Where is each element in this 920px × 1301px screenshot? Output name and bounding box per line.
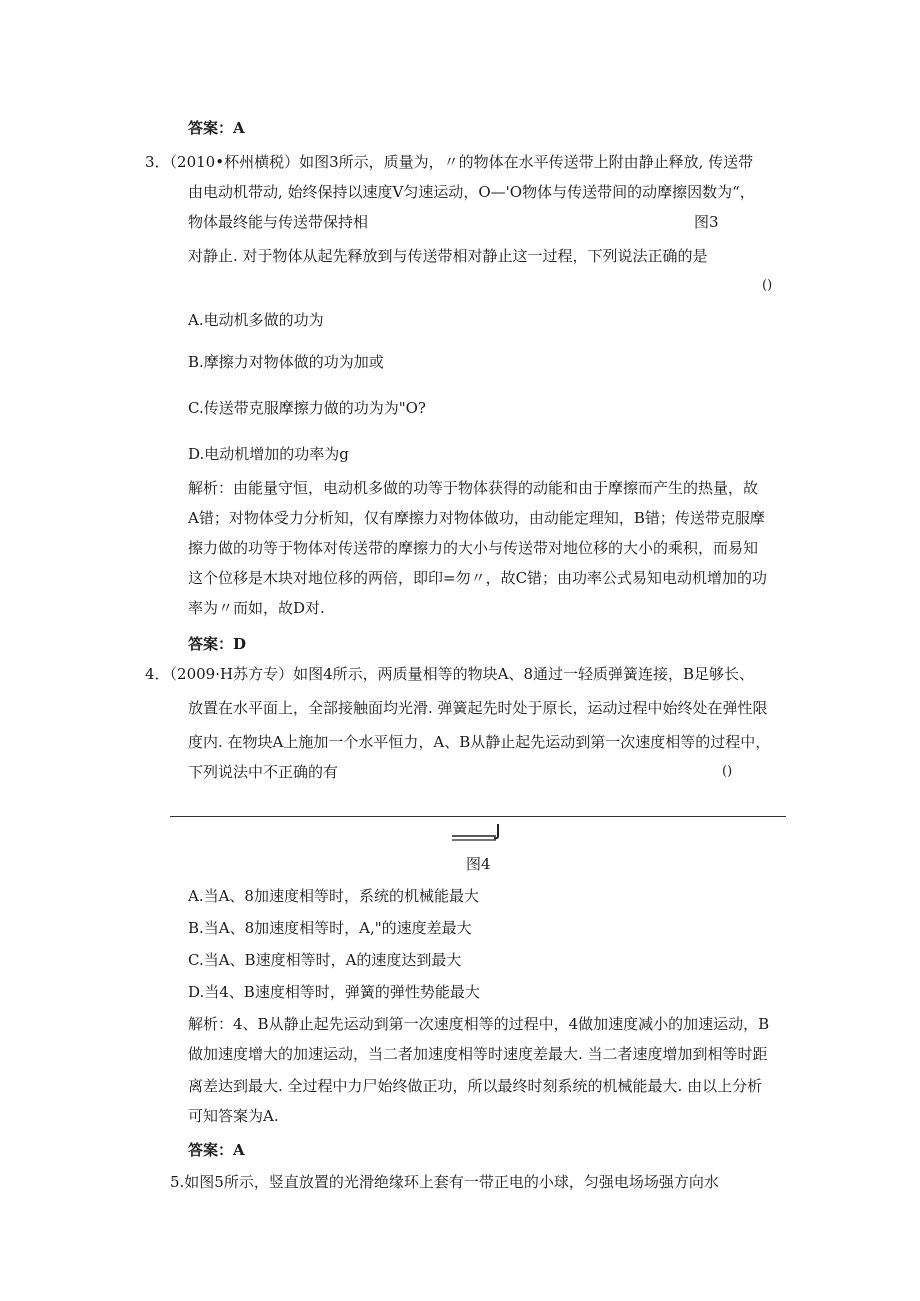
q4-analysis-line-1: 解析：4、B从静止起先运动到第一次速度相等的过程中，4做加速度减小的加速运动，B [188,1015,770,1033]
q3-analysis-line-1: 解析：由能量守恒，电动机多做的功等于物体获得的动能和由于摩擦而产生的热量，故 [188,479,759,497]
q3-option-a: A.电动机多做的功为 [188,311,324,329]
q4-line-2: 放置在水平面上，全部接触面均光滑. 弹簧起先时处于原长，运动过程中始终处在弹性限 [188,699,768,717]
answer-q3: 答案：D [188,635,247,653]
q3-line-1: 3．（2010•杯州横税）如图3所示，质量为，〃的物体在水平传送带上附由静止释放, 传送带 [145,153,754,171]
figure-3-label: 图3 [694,213,719,231]
q3-option-b: B.摩擦力对物体做的功为加或 [188,353,384,371]
answer-q4: 答案：A [188,1141,245,1159]
q4-line-1: 4．（2009·H苏方专）如图4所示，两质量相等的物块A、8通过一轻质弹簧连接，B足够长、 [145,665,755,683]
figure-4-ground-line [170,816,786,817]
q3-analysis-line-5: 率为〃而如，故D对. [188,599,325,617]
q3-analysis-line-4: 这个位移是木块对地位移的两倍，即印=勿〃，故C错；由功率公式易知电动机增加的功 [188,569,768,587]
q3-analysis-line-2: A错；对物体受力分析知，仅有摩擦力对物体做功，由动能定理知，B错；传送带克服摩 [188,509,765,527]
q4-option-b: B.当A、8加速度相等时，A,"的速度差最大 [188,919,472,937]
q4-option-c: C.当A、B速度相等时，A的速度达到最大 [188,951,462,969]
q3-option-c: C.传送带克服摩擦力做的功为为"O? [188,399,426,417]
q4-option-d: D.当4、B速度相等时，弹簧的弹性势能最大 [188,983,480,1001]
q4-analysis-line-4: 可知答案为A. [188,1107,279,1125]
q4-answer-bracket: () [722,764,733,779]
figure-4-label: 图4 [466,855,491,873]
q3-analysis-line-3: 擦力做的功等于物体对传送带的摩擦力的大小与传送带对地位移的大小的乘积，而易知 [188,539,759,557]
q3-answer-bracket: () [762,278,773,293]
q4-analysis-line-3: 离差达到最大. 全过程中力尸始终做正功，所以最终时刻系统的机械能最大. 由以上分析 [188,1077,763,1095]
q4-option-a: A.当A、8加速度相等时，系统的机械能最大 [188,887,479,905]
answer-q2: 答案：A [188,119,245,137]
q4-line-3: 度内. 在物块A上施加一个水平恒力，A、B从静止起先运动到第一次速度相等的过程中， [188,733,771,751]
q4-analysis-line-2: 做加速度增大的加速运动，当二者加速度相等时速度差最大. 当二者速度增加到相等时距 [188,1045,768,1063]
q3-option-d: D.电动机增加的功率为g [188,445,349,463]
figure-4-blocks-diagram [452,822,512,846]
q4-line-4: 下列说法中不正确的有 [188,763,339,781]
q3-line-4: 对静止. 对于物体从起先释放到与传送带相对静止这一过程，下列说法正确的是 [188,247,708,265]
q3-line-3: 物体最终能与传送带保持相 [188,213,369,231]
q5-line-1: 5.如图5所示，竖直放置的光滑绝缘环上套有一带正电的小球，匀强电场场强方向水 [170,1173,719,1191]
q3-line-2: 由电动机带动, 始终保持以速度V匀速运动，O—'O物体与传送带间的动摩擦因数为“， [188,183,755,201]
